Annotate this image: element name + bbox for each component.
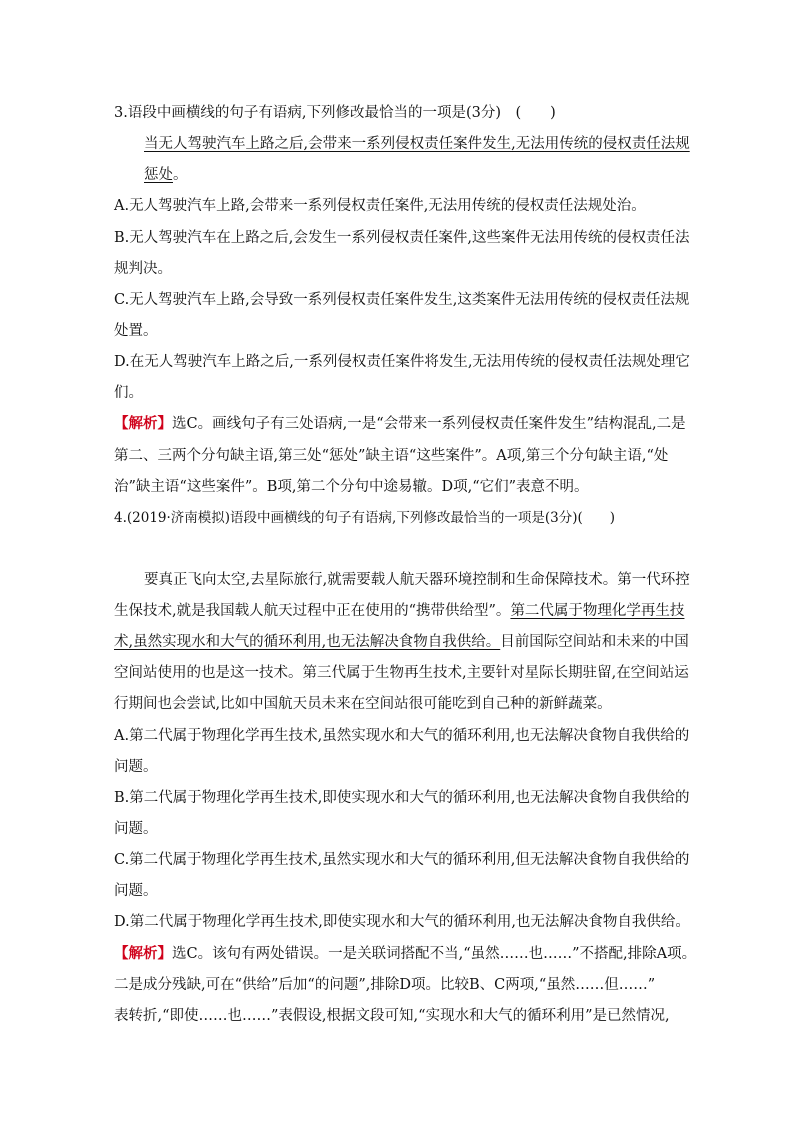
q4-passage-2: 生保技术,就是我国载人航天过程中正在使用的“携带供给型”。第二代属于物理化学再生技 [114,603,685,619]
q3-stem: 3.语段中画横线的句子有语病,下列修改最恰当的一项是(3分) ( ) [114,105,556,121]
q3-option-b-2: 规判决。 [114,261,172,277]
q3-analysis-3: 治”缺主语“这些案件”。B项,第二个分句中途易辙。D项,“它们”表意不明。 [114,479,589,495]
q3-option-a: A.无人驾驶汽车上路,会带来一系列侵权责任案件,无法用传统的侵权责任法规处治。 [114,198,646,214]
q4-underlined-sentence-start: 第二代属于物理化学再生技 [510,603,685,619]
q4-passage-3: 术,虽然实现水和大气的循环利用,也无法解决食物自我供给。目前国际空间站和未来的中国 [114,634,689,650]
q4-stem: 4.(2019·济南模拟)语段中画横线的句子有语病,下列修改最恰当的一项是(3分)( ) [114,510,616,526]
q3-passage-line-2: 惩处。 [144,167,188,183]
q3-passage-line-1 [144,134,690,154]
q3-option-b-1: B.无人驾驶汽车在上路之后,会发生一系列侵权责任案件,这些案件无法用传统的侵权责任法 [114,230,690,246]
q4-analysis-3: 表转折,“即使……也……”表假设,根据文段可知,“实现水和大气的循环利用”是已然情况, [114,1008,670,1024]
q4-option-a-2: 问题。 [114,759,158,775]
q3-option-c-1: C.无人驾驶汽车上路,会导致一系列侵权责任案件发生,这类案件无法用传统的侵权责任法规 [114,292,690,308]
q4-option-d: D.第二代属于物理化学再生技术,即使实现水和大气的循环利用,也无法解决食物自我供给。 [114,914,690,930]
q4-passage-1: 要真正飞向太空,去星际旅行,就需要载人航天器环境控制和生命保障技术。第一代环控 [144,572,690,588]
q4-option-c-1: C.第二代属于物理化学再生技术,虽然实现水和大气的循环利用,但无法解决食物自我供给的 [114,852,690,868]
q4-passage-5: 行期间也会尝试,比如中国航天员未来在空间站很可能吃到自己种的新鲜蔬菜。 [114,696,612,712]
q4-analysis-2: 二是成分残缺,可在“供给”后加“的问题”,排除D项。比较B、C两项,“虽然……但……” [114,977,656,993]
q3-underlined-sentence: 当无人驾驶汽车上路之后,会带来一系列侵权责任案件发生,无法用传统的侵权责任法规 [144,136,690,152]
q3-option-c-2: 处置。 [114,323,158,339]
q3-analysis-2: 第二、三两个分句缺主语,第三处“惩处”缺主语“这些案件”。A项,第三个分句缺主语,“处 [114,448,669,464]
q4-passage-4: 空间站使用的也是这一技术。第三代属于生物再生技术,主要针对星际长期驻留,在空间站运 [114,665,689,681]
q3-option-d-2: 们。 [114,385,143,401]
q3-underlined-sentence-end: 惩处 [144,167,173,183]
q3-option-d-1: D.在无人驾驶汽车上路之后,一系列侵权责任案件将发生,无法用传统的侵权责任法规处理它 [114,354,690,370]
q4-option-c-2: 问题。 [114,883,158,899]
q4-option-b-1: B.第二代属于物理化学再生技术,即使实现水和大气的循环利用,也无法解决食物自我供给的 [114,790,690,806]
q4-analysis-1: 【解析】选C。该句有两处错误。一是关联词搭配不当,“虽然……也……”不搭配,排除A项。 [114,945,697,962]
q3-analysis-1: 【解析】选C。画线句子有三处语病,一是“会带来一系列侵权责任案件发生”结构混乱,二是 [114,415,686,432]
q3-analysis-tag: 【解析】 [114,415,172,432]
q4-analysis-tag: 【解析】 [114,945,172,962]
q4-underlined-sentence-end: 术,虽然实现水和大气的循环利用,也无法解决食物自我供给。 [114,634,501,650]
q4-option-a-1: A.第二代属于物理化学再生技术,虽然实现水和大气的循环利用,也无法解决食物自我供给的 [114,728,690,744]
q4-option-b-2: 问题。 [114,821,158,837]
